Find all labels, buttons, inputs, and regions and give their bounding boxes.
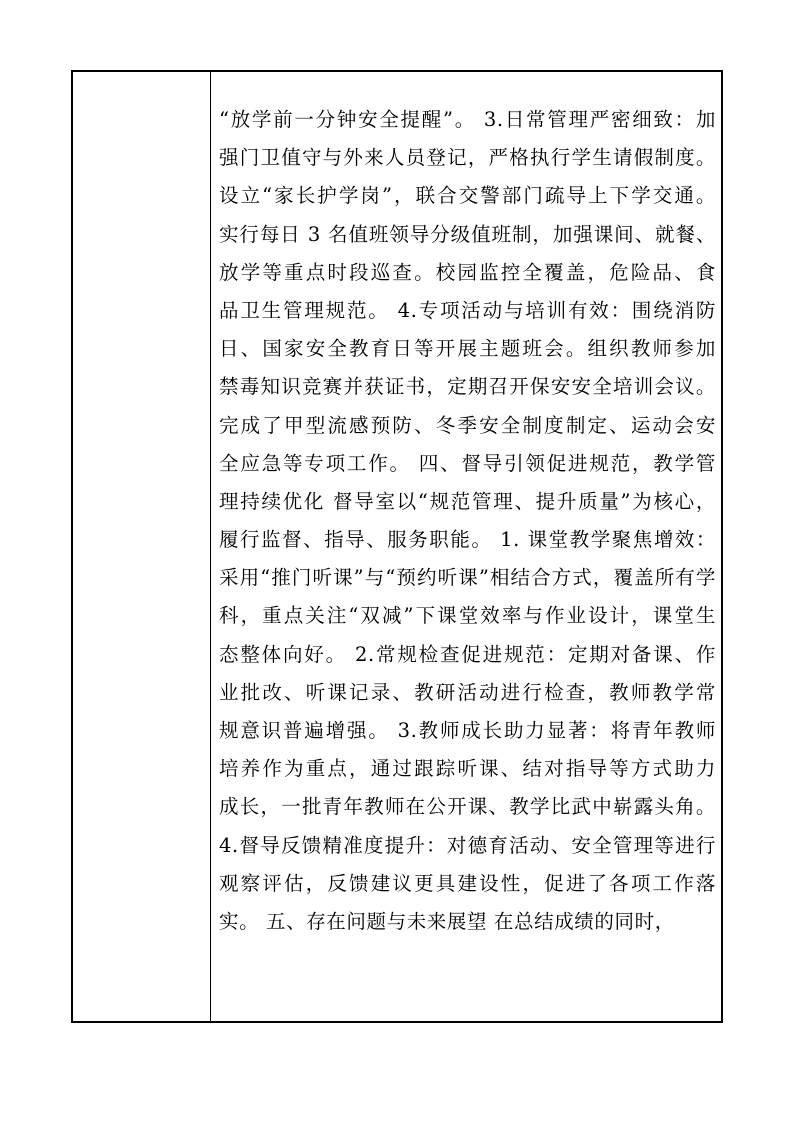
text-line-19: 成长，一批青年教师在公开课、教学比武中崭露头角。 [219,795,716,819]
text-line-10: 全应急等专项工作。 四、督导引领促进规范，教学管 [219,451,716,475]
text-line-17: 规意识普遍增强。 3.教师成长助力显著：将青年教师 [219,719,716,742]
text-line-11: 理持续优化 督导室以“规范管理、提升质量”为核心， [219,489,716,513]
text-line-18: 培养作为重点，通过跟踪听课、结对指导等方式助力 [219,757,716,781]
text-line-16: 业批改、听课记录、教研活动进行检查，教师教学常 [219,680,716,704]
text-line-5: 放学等重点时段巡查。校园监控全覆盖，危险品、食 [219,260,716,284]
text-line-8: 禁毒知识竞赛并获证书，定期召开保安安全培训会议。 [219,375,716,399]
text-line-22: 实。 五、存在问题与未来展望 在总结成绩的同时， [219,909,675,933]
table-content-cell [219,101,716,941]
text-line-15: 态整体向好。 2.常规检查促进规范：定期对备课、作 [219,642,716,666]
text-line-21: 观察评估，反馈建议更具建设性，促进了各项工作落 [219,871,716,895]
text-line-2: 强门卫值守与外来人员登记，严格执行学生请假制度。 [219,146,716,170]
text-line-6: 品卫生管理规范。 4.专项活动与培训有效：围绕消防 [219,298,716,322]
text-line-7: 日、国家安全教育日等开展主题班会。组织教师参加 [219,337,716,361]
text-line-14: 科，重点关注“双减”下课堂效率与作业设计，课堂生 [219,604,716,628]
text-line-12: 履行监督、指导、服务职能。 1. 课堂教学聚焦增效： [219,528,716,552]
text-line-20: 4.督导反馈精准度提升：对德育活动、安全管理等进行 [219,833,716,857]
text-line-13: 采用“推门听课”与“预约听课”相结合方式，覆盖所有学 [219,566,716,590]
text-line-4: 实行每日 3 名值班领导分级值班制，加强课间、就餐、 [219,222,716,246]
text-line-9: 完成了甲型流感预防、冬季安全制度制定、运动会安 [219,413,716,437]
table-column-divider [210,72,211,1021]
text-line-1: “放学前一分钟安全提醒”。 3.日常管理严密细致：加 [219,108,716,131]
text-line-3: 设立“家长护学岗”，联合交警部门疏导上下学交通。 [219,184,716,208]
